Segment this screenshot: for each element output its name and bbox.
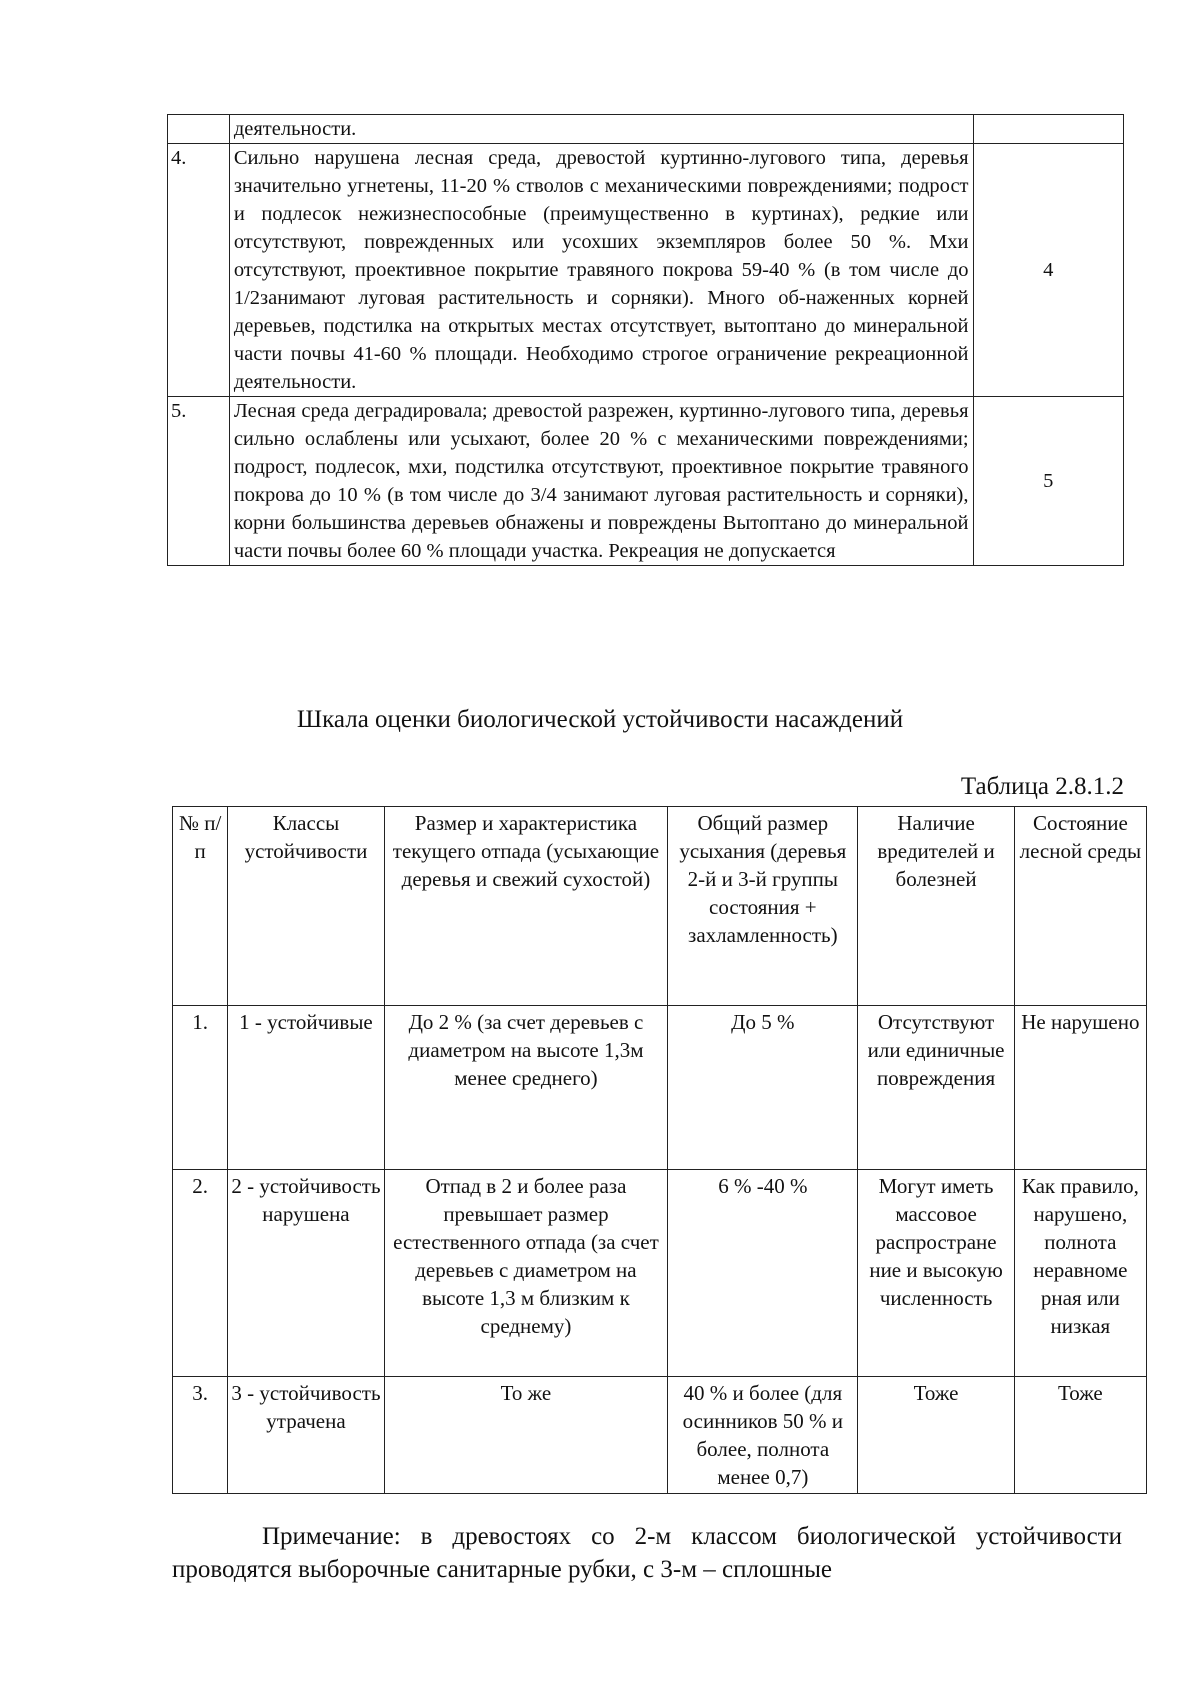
table-number-label: Таблица 2.8.1.2 [960,773,1124,800]
table-header-row [173,807,1147,1006]
table-row [168,397,1124,566]
header-cell-environment: Состояние лесной среды [1014,807,1146,1006]
header-cell-pests: Наличие вредителей и болезней [858,807,1014,1006]
header-cell-deadwood: Размер и характеристика текущего отпада (усыхающие деревья и свежий сухостой) [384,807,668,1006]
cell-deadwood: Отпад в 2 и более раза превышает размер естественного отпада (за счет деревьев с диаметром на высоте 1,3 м близким к среднему) [384,1170,668,1377]
cell-pests: Могут иметь массовое распростране ние и высокую численность [858,1170,1014,1377]
cell-drying: 6 % -40 % [668,1170,858,1377]
cell-environment: Как правило, нарушено, полнота неравноме рная или низкая [1014,1170,1146,1377]
cell-drying: До 5 % [668,1006,858,1170]
cell-number: 2. [173,1170,228,1377]
cell-environment: Тоже [1014,1377,1146,1494]
table-row [173,1170,1147,1377]
row-score: 5 [973,397,1123,566]
cell-deadwood: До 2 % (за счет деревьев с диаметром на высоте 1,3м менее среднего) [384,1006,668,1170]
cell-environment: Не нарушено [1014,1006,1146,1170]
header-cell-class: Классы устойчивости [228,807,384,1006]
stability-table [172,806,1147,1494]
cell-pests: Тоже [858,1377,1014,1494]
row-score [973,115,1123,144]
table-row [168,115,1124,144]
cell-number: 1. [173,1006,228,1170]
note-paragraph: Примечание: в древостоях со 2-м классом биологической устойчивости проводятся выборочные санитарные рубки, с 3-м – сплошные [172,1523,1122,1583]
cell-class: 1 - устойчивые [228,1006,384,1170]
table-row [173,1006,1147,1170]
row-description: Сильно нарушена лесная среда, древостой куртинно-лугового типа, деревья значительно угнетены, 11-20 % стволов с механическими повреждениями; подрост и подлесок нежизнеспособные (преимущественно в куртинах), редкие или отсутствуют, поврежденных или усохших экземпляров более 50 %. Мхи отсутствуют, проективное покрытие травяного покрова 59-40 % (в том числе до 1/2занимают луговая растительность и сорняки). Много об-наженных корней деревьев, подстилка на открытых местах отсутствует, вытоптано до минеральной части почвы 41-60 % площади. Необходимо строгое ограничение рекреационной деятельности. [229,144,973,397]
table-row [173,1377,1147,1494]
row-number: 4. [168,144,230,397]
cell-class: 3 - устойчивость утрачена [228,1377,384,1494]
cell-deadwood: То же [384,1377,668,1494]
table-caption: Шкала оценки биологической устойчивости насаждений [296,706,904,733]
condition-table [167,114,1124,566]
cell-number: 3. [173,1377,228,1494]
row-description: Лесная среда деградировала; древостой разрежен, куртинно-лугового типа, деревья сильно ослаблены или усыхают, более 20 % с механическими повреждениями; подрост, подлесок, мхи, подстилка отсутствуют, проективное покрытие травяного покрова до 10 % (в том числе до 3/4 занимают луговая растительность и сорняки), корни большинства деревьев обнажены и повреждены Вытоптано до минеральной части почвы более 60 % площади участка. Рекреация не допускается [229,397,973,566]
cell-class: 2 - устойчивость нарушена [228,1170,384,1377]
row-number: 5. [168,397,230,566]
header-cell-number: № п/п [173,807,228,1006]
row-number [168,115,230,144]
row-score: 4 [973,144,1123,397]
table-row [168,144,1124,397]
cell-drying: 40 % и более (для осинников 50 % и более, полнота менее 0,7) [668,1377,858,1494]
cell-pests: Отсутствуют или единичные повреждения [858,1006,1014,1170]
row-description: деятельности. [229,115,973,144]
header-cell-drying: Общий размер усыхания (деревья 2-й и 3-й группы состояния + захламленность) [668,807,858,1006]
